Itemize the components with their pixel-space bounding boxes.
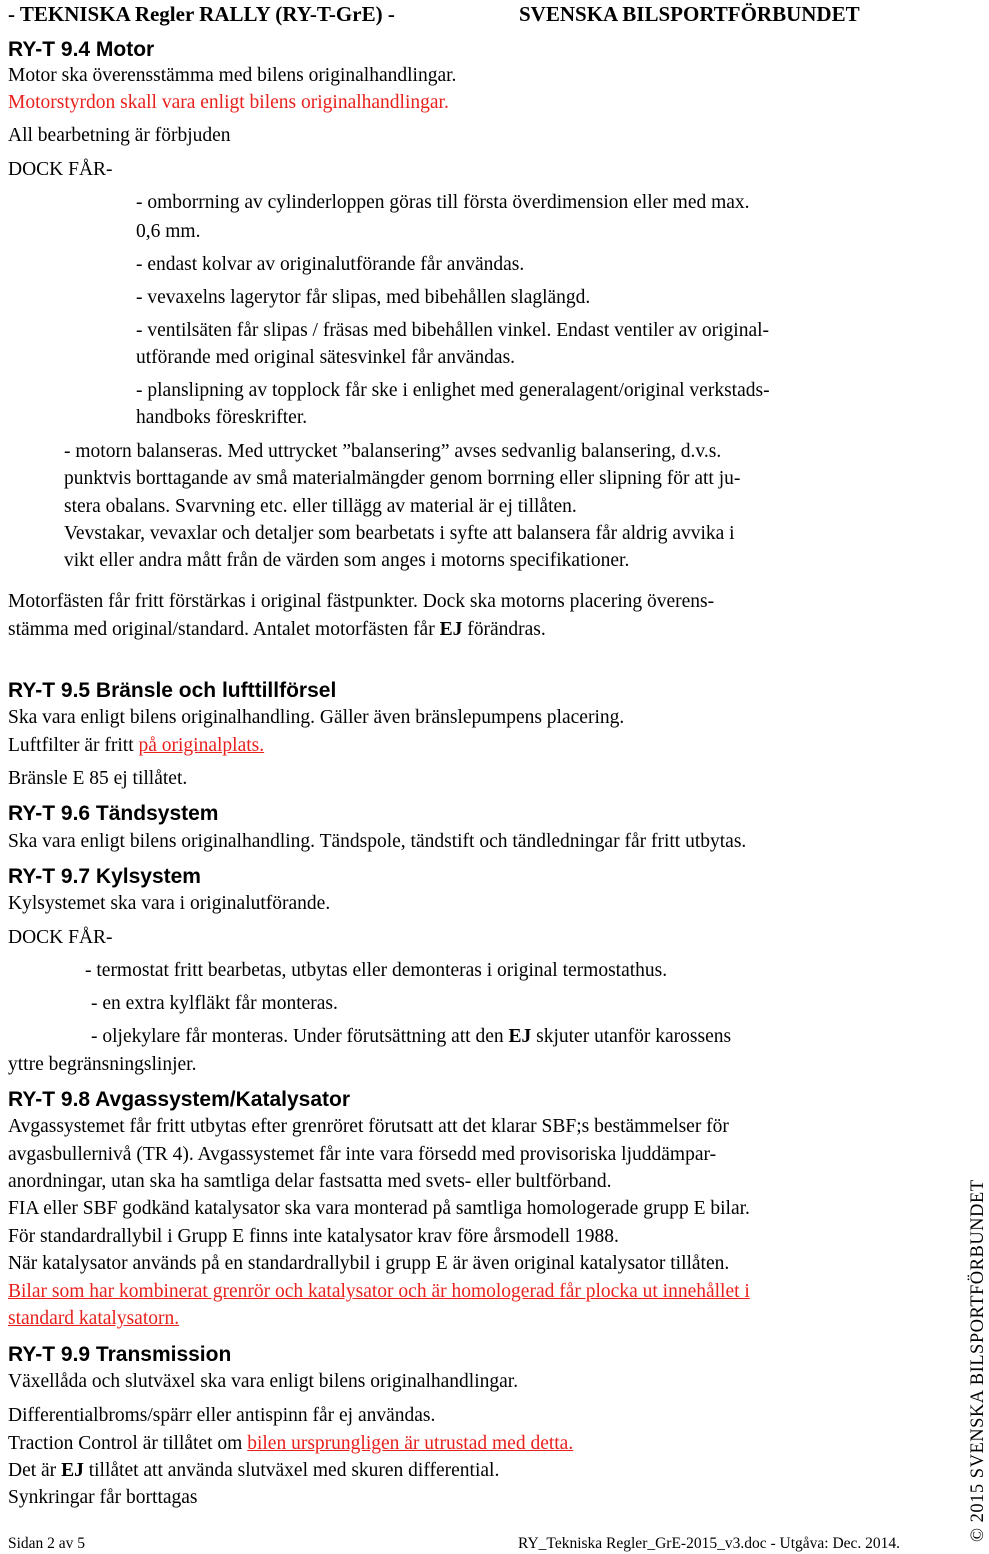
exhaust-red-line-1: Bilar som har kombinerat grenrör och katalysator och är homologerad får plocka ut innehållet i <box>8 1281 750 1302</box>
transmission-line-4 <box>8 1461 499 1481</box>
cooling-line-1: Kylsystemet ska vara i originalutförande. <box>8 893 331 914</box>
motor-line-2: Motorstyrdon skall vara enligt bilens originalhandlingar. <box>8 92 449 113</box>
fuel-line-2b: på originalplats. <box>138 735 265 756</box>
exhaust-line-4: FIA eller SBF godkänd katalysator ska vara monterad på samtliga homologerade grupp E bilar. <box>8 1198 750 1219</box>
fuel-line-2a: Luftfilter är fritt <box>8 735 139 756</box>
motor-item-5a: - planslipning av topplock får ske i enlighet med generalagent/original verkstads- <box>136 380 770 401</box>
cooling-ej: EJ <box>508 1026 532 1047</box>
transmission-ej: EJ <box>61 1460 84 1481</box>
transmission-line-4c: tillåtet att använda slutväxel med skuren differential. <box>83 1460 500 1481</box>
section-title-9-7: RY-T 9.7 Kylsystem <box>8 865 201 888</box>
section-title-9-4: RY-T 9.4 Motor <box>8 38 155 61</box>
transmission-line-2: Differentialbroms/spärr eller antispinn får ej användas. <box>8 1405 436 1426</box>
section-title-9-5: RY-T 9.5 Bränsle och lufttillförsel <box>8 679 337 702</box>
copyright-watermark: © 2015 SVENSKA BILSPORTFÖRBUNDET <box>968 1179 988 1542</box>
motor-item-4b: utförande med original sätesvinkel får användas. <box>136 347 516 368</box>
mount-ej: EJ <box>439 619 463 640</box>
motor-item-1a: - omborrning av cylinderloppen göras till första överdimension eller med max. <box>136 192 750 213</box>
mount-text-a: stämma med original/standard. Antalet motorfästen får <box>8 619 440 640</box>
cooling-dock-heading: DOCK FÅR- <box>8 927 113 948</box>
motor-line-1: Motor ska överensstämma med bilens originalhandlingar. <box>8 65 457 86</box>
mount-line-1: Motorfästen får fritt förstärkas i original fästpunkter. Dock ska motorns placering överens- <box>8 591 715 612</box>
exhaust-line-5: För standardrallybil i Grupp E finns inte katalysator krav före årsmodell 1988. <box>8 1226 619 1247</box>
transmission-line-5: Synkringar får borttagas <box>8 1487 198 1508</box>
cooling-item-2: - en extra kylfläkt får monteras. <box>91 993 338 1014</box>
transmission-line-3a: Traction Control är tillåtet om <box>8 1433 248 1454</box>
transmission-line-4a: Det är <box>8 1460 62 1481</box>
balance-line-2: punktvis borttagande av små materialmängder genom borrning eller slipning för att ju- <box>64 468 741 489</box>
motor-item-5b: handboks föreskrifter. <box>136 407 308 428</box>
ignition-line-1: Ska vara enligt bilens originalhandling. Tändspole, tändstift och tändledningar får fritt utbytas. <box>8 831 747 852</box>
exhaust-line-6: När katalysator används på en standardrallybil i grupp E är även original katalysator tillåten. <box>8 1253 730 1274</box>
cooling-item-1: - termostat fritt bearbetas, utbytas eller demonteras i original termostathus. <box>85 960 668 981</box>
exhaust-line-3: anordningar, utan ska ha samtliga delar fastsatta med svets- eller bultförband. <box>8 1171 612 1192</box>
mount-text-c: förändras. <box>462 619 546 640</box>
fuel-line-3: Bränsle E 85 ej tillåtet. <box>8 768 188 789</box>
footer-page-number: Sidan 2 av 5 <box>8 1535 86 1552</box>
motor-item-4a: - ventilsäten får slipas / fräsas med bibehållen vinkel. Endast ventiler av original- <box>136 320 770 341</box>
footer-document-info: RY_Tekniska Regler_GrE-2015_v3.doc - Utgåva: Dec. 2014. <box>518 1535 901 1552</box>
motor-line-3: All bearbetning är förbjuden <box>8 125 231 146</box>
header-right: SVENSKA BILSPORTFÖRBUNDET <box>519 2 860 26</box>
motor-item-2: - endast kolvar av originalutförande får användas. <box>136 254 525 275</box>
balance-line-3: stera obalans. Svarvning etc. eller tillägg av material är ej tillåten. <box>64 496 577 517</box>
mount-line-2 <box>8 620 546 640</box>
cooling-item-3c: skjuter utanför karossens <box>531 1026 732 1047</box>
transmission-line-1: Växellåda och slutväxel ska vara enligt bilens originalhandlingar. <box>8 1371 519 1392</box>
transmission-line-3b: bilen ursprungligen är utrustad med detta. <box>247 1433 574 1454</box>
exhaust-line-2: avgasbullernivå (TR 4). Avgassystemet får inte vara försedd med provisoriska ljuddämpar- <box>8 1144 717 1165</box>
exhaust-red-line-2: standard katalysatorn. <box>8 1308 180 1329</box>
section-title-9-8: RY-T 9.8 Avgassystem/Katalysator <box>8 1088 350 1111</box>
balance-line-4: Vevstakar, vevaxlar och detaljer som bearbetats i syfte att balansera får aldrig avvika i <box>64 523 735 544</box>
transmission-line-3 <box>8 1434 573 1454</box>
fuel-line-2 <box>8 736 264 756</box>
cooling-item-3d: yttre begränsningslinjer. <box>8 1054 197 1075</box>
fuel-line-1: Ska vara enligt bilens originalhandling. Gäller även bränslepumpens placering. <box>8 707 625 728</box>
header-left: - TEKNISKA Regler RALLY (RY-T-GrE) - <box>8 2 395 26</box>
motor-item-3: - vevaxelns lagerytor får slipas, med bibehållen slaglängd. <box>136 287 591 308</box>
section-title-9-9: RY-T 9.9 Transmission <box>8 1343 232 1366</box>
cooling-item-3 <box>91 1027 731 1047</box>
dock-far-heading: DOCK FÅR- <box>8 159 113 180</box>
balance-line-1: - motorn balanseras. Med uttrycket ”balansering” avses sedvanlig balansering, d.v.s. <box>64 441 722 462</box>
section-title-9-6: RY-T 9.6 Tändsystem <box>8 802 219 825</box>
exhaust-line-1: Avgassystemet får fritt utbytas efter grenröret förutsatt att det klarar SBF;s bestämmelser för <box>8 1116 729 1137</box>
cooling-item-3a: - oljekylare får monteras. Under förutsättning att den <box>91 1026 509 1047</box>
balance-line-5: vikt eller andra mått från de värden som anges i motorns specifikationer. <box>64 550 630 571</box>
motor-item-1b: 0,6 mm. <box>136 221 201 242</box>
